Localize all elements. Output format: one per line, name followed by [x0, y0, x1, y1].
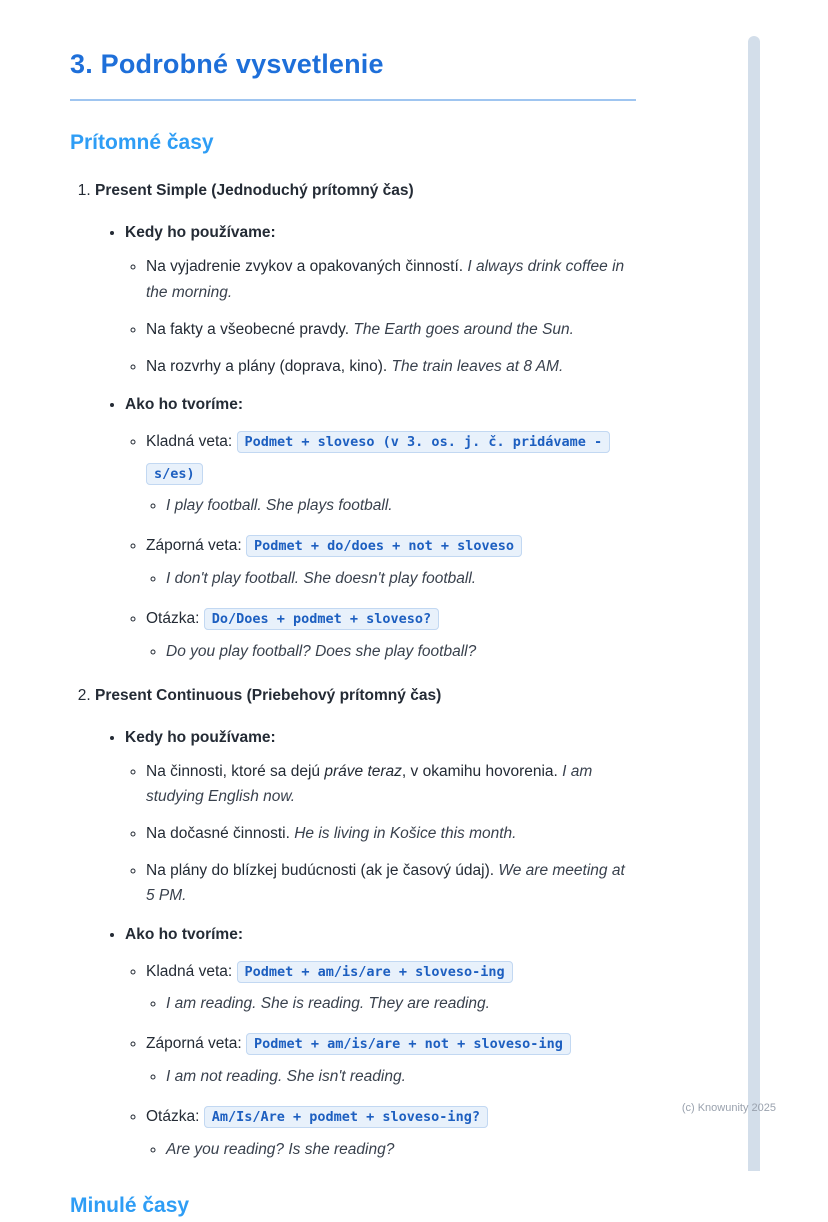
section-heading-past-tenses: Minulé časy — [70, 1193, 190, 1217]
form-example-item — [166, 1065, 636, 1089]
usage-example: I always drink coffee in the morning. — [146, 258, 625, 301]
form-item — [146, 1101, 636, 1162]
tense-detail-list — [95, 726, 636, 1162]
form-group-label: • Ako ho tvoríme: — [125, 395, 243, 413]
form-example: Are you reading? Is she reading? — [166, 1140, 395, 1158]
form-label: Záporná veta: — [146, 1035, 242, 1053]
usage-text: Na fakty a všeobecné pravdy. — [146, 320, 350, 338]
tense-title: 2. Present Continuous (Priebehový prítomný čas) — [95, 686, 442, 704]
usage-text: Na činnosti, ktoré sa dejú — [146, 763, 321, 781]
list-item-present-simple — [95, 179, 636, 664]
usage-example: The Earth goes around the Sun. — [353, 320, 574, 338]
form-example: I am not reading. She isn't reading. — [166, 1068, 406, 1086]
usage-emphasis: práve teraz — [324, 763, 402, 781]
form-list — [125, 956, 636, 1162]
form-group-label: • Ako ho tvoríme: — [125, 925, 243, 943]
form-example-item — [166, 640, 636, 664]
form-rule — [146, 956, 636, 988]
usage-text: Na vyjadrenie zvykov a opakovaných činností. — [146, 258, 464, 276]
usage-text: Na dočasné činnosti. — [146, 825, 290, 843]
list-item-present-continuous — [95, 684, 636, 1162]
form-group — [125, 923, 636, 1162]
form-label: Otázka: — [146, 610, 200, 628]
usage-text: , v okamihu hovorenia. — [401, 763, 558, 781]
usage-item — [146, 759, 636, 809]
formula-code-chip: Do/Does + podmet + sloveso? — [204, 608, 439, 630]
form-item — [146, 1028, 636, 1089]
formula-code-chip: Podmet + am/is/are + not + sloveso-ing — [246, 1033, 571, 1055]
usage-item — [146, 821, 636, 846]
form-example-list — [146, 1138, 636, 1162]
usage-item — [146, 317, 636, 342]
form-label: Záporná veta: — [146, 537, 242, 555]
form-item — [146, 956, 636, 1017]
form-example-list — [146, 640, 636, 664]
formula-code-chip: Podmet + am/is/are + sloveso-ing — [237, 961, 513, 983]
form-list — [125, 426, 636, 664]
usage-group — [125, 221, 636, 378]
form-example: Do you play football? Does she play football? — [166, 642, 477, 660]
form-example-item — [166, 1138, 636, 1162]
usage-item — [146, 858, 636, 908]
usage-example: We are meeting at 5 PM. — [146, 862, 625, 905]
formula-code-chip: Podmet + sloveso (v 3. os. j. č. pridávame -s/es) — [146, 431, 610, 485]
tense-list — [70, 179, 636, 1162]
scrollbar[interactable] — [748, 36, 760, 1171]
form-label: Otázka: — [146, 1108, 200, 1126]
usage-example: The train leaves at 8 AM. — [391, 357, 564, 375]
usage-list — [125, 759, 636, 909]
tense-detail-list — [95, 221, 636, 664]
tense-title: 1. Present Simple (Jednoduchý prítomný čas) — [95, 182, 414, 200]
usage-text: Na plány do blízkej budúcnosti (ak je časový údaj). — [146, 862, 495, 880]
form-label: Kladná veta: — [146, 962, 233, 980]
form-example-list — [146, 494, 636, 518]
section-heading-present-tenses: Prítomné časy — [70, 130, 214, 154]
form-rule — [146, 426, 636, 490]
form-example: I am reading. She is reading. They are reading. — [166, 995, 490, 1013]
form-rule — [146, 603, 636, 635]
formula-code-chip: Podmet + do/does + not + sloveso — [246, 535, 522, 557]
form-example: I don't play football. She doesn't play football. — [166, 570, 477, 588]
copyright-watermark: (c) Knowunity 2025 — [681, 1102, 776, 1114]
form-rule — [146, 530, 636, 562]
usage-item — [146, 254, 636, 304]
usage-group-label: • Kedy ho používame: — [125, 224, 276, 242]
usage-text: Na rozvrhy a plány (doprava, kino). — [146, 357, 388, 375]
form-example-list — [146, 992, 636, 1016]
usage-example: I am studying English now. — [146, 763, 593, 806]
form-rule — [146, 1028, 636, 1060]
form-example-list — [146, 567, 636, 591]
form-item — [146, 426, 636, 519]
form-label: Kladná veta: — [146, 432, 233, 450]
form-group — [125, 393, 636, 664]
formula-code-chip: Am/Is/Are + podmet + sloveso-ing? — [204, 1106, 488, 1128]
usage-group-label: • Kedy ho používame: — [125, 729, 276, 746]
form-example-item — [166, 494, 636, 518]
usage-item — [146, 354, 636, 379]
document-content — [70, 44, 636, 1222]
form-item — [146, 530, 636, 591]
usage-group — [125, 726, 636, 909]
form-example-item — [166, 992, 636, 1016]
form-item — [146, 603, 636, 664]
usage-example: He is living in Košice this month. — [294, 825, 517, 843]
form-example-item — [166, 567, 636, 591]
form-example: I play football. She plays football. — [166, 497, 393, 515]
form-example-list — [146, 1065, 636, 1089]
page-title: 3. Podrobné vysvetlenie — [70, 44, 636, 101]
usage-list — [125, 254, 636, 378]
form-rule — [146, 1101, 636, 1133]
